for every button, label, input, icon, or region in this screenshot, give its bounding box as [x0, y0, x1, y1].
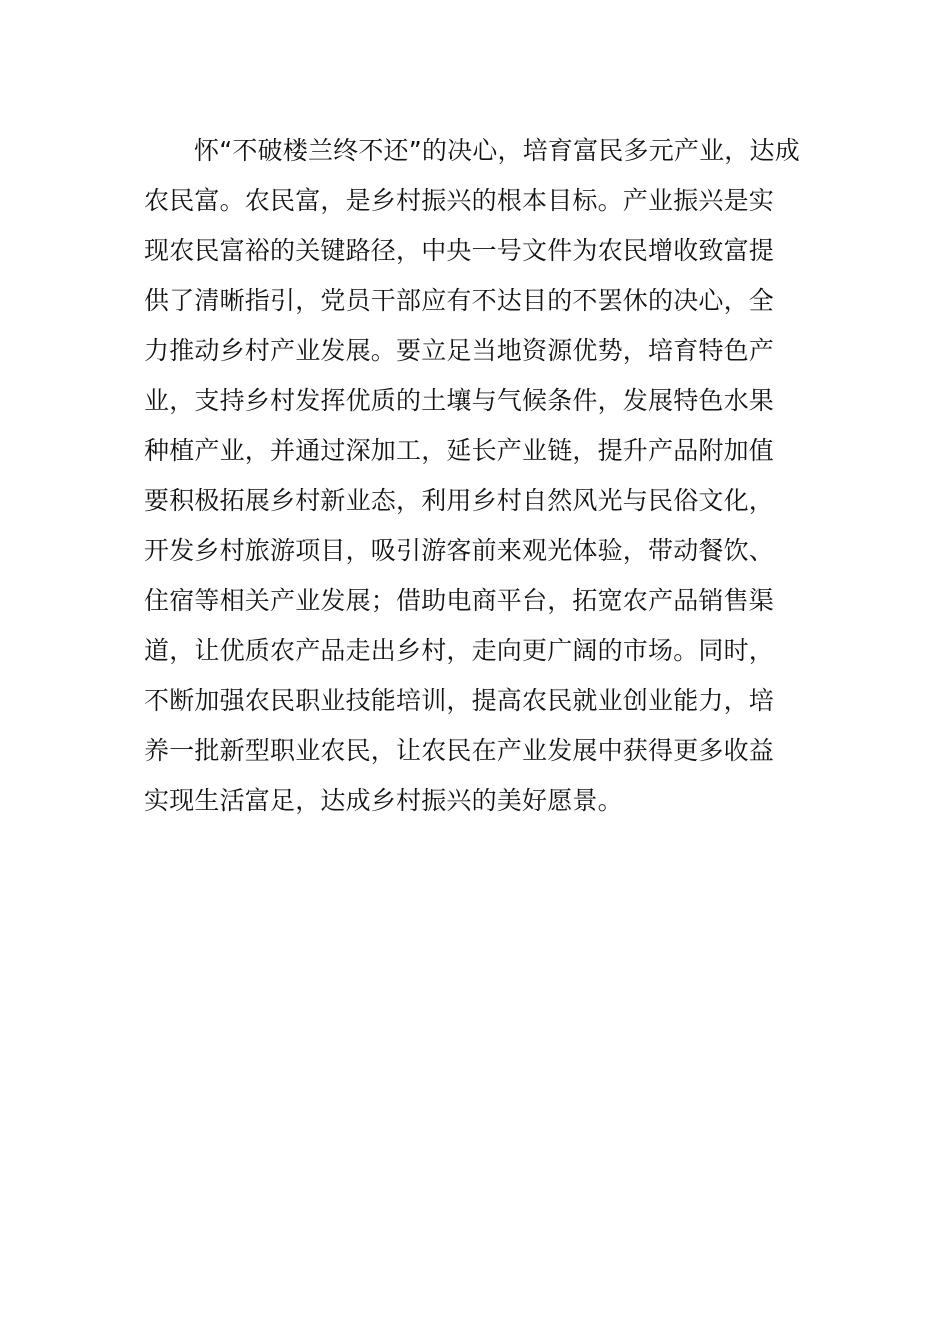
paragraph-line: 种植产业，并通过深加工，延长产业链，提升产品附加值	[144, 436, 775, 465]
paragraph-line: 实现生活富足，达成乡村振兴的美好愿景。	[144, 786, 623, 815]
body-paragraph	[144, 126, 824, 826]
paragraph-line: 住宿等相关产业发展；借助电商平台，拓宽农产品销售渠	[144, 586, 775, 615]
paragraph-line: 怀“不破楼兰终不还”的决心，培育富民多元产业，达成	[194, 136, 800, 165]
paragraph-line: 开发乡村旅游项目，吸引游客前来观光体验，带动餐饮、	[144, 536, 775, 565]
paragraph-line: 养一批新型职业农民，让农民在产业发展中获得更多收益	[144, 736, 775, 765]
paragraph-line: 要积极拓展乡村新业态，利用乡村自然风光与民俗文化，	[144, 486, 775, 515]
paragraph-line: 道，让优质农产品走出乡村，走向更广阔的市场。同时，	[144, 636, 775, 665]
paragraph-line: 业，支持乡村发挥优质的土壤与气候条件，发展特色水果	[144, 386, 775, 415]
paragraph-line: 现农民富裕的关键路径，中央一号文件为农民增收致富提	[144, 236, 775, 265]
paragraph-line: 力推动乡村产业发展。要立足当地资源优势，培育特色产	[144, 336, 775, 365]
paragraph-line: 农民富。农民富，是乡村振兴的根本目标。产业振兴是实	[144, 186, 775, 215]
paragraph-line: 不断加强农民职业技能培训，提高农民就业创业能力，培	[144, 686, 775, 715]
paragraph-line: 供了清晰指引，党员干部应有不达目的不罢休的决心，全	[144, 286, 775, 315]
